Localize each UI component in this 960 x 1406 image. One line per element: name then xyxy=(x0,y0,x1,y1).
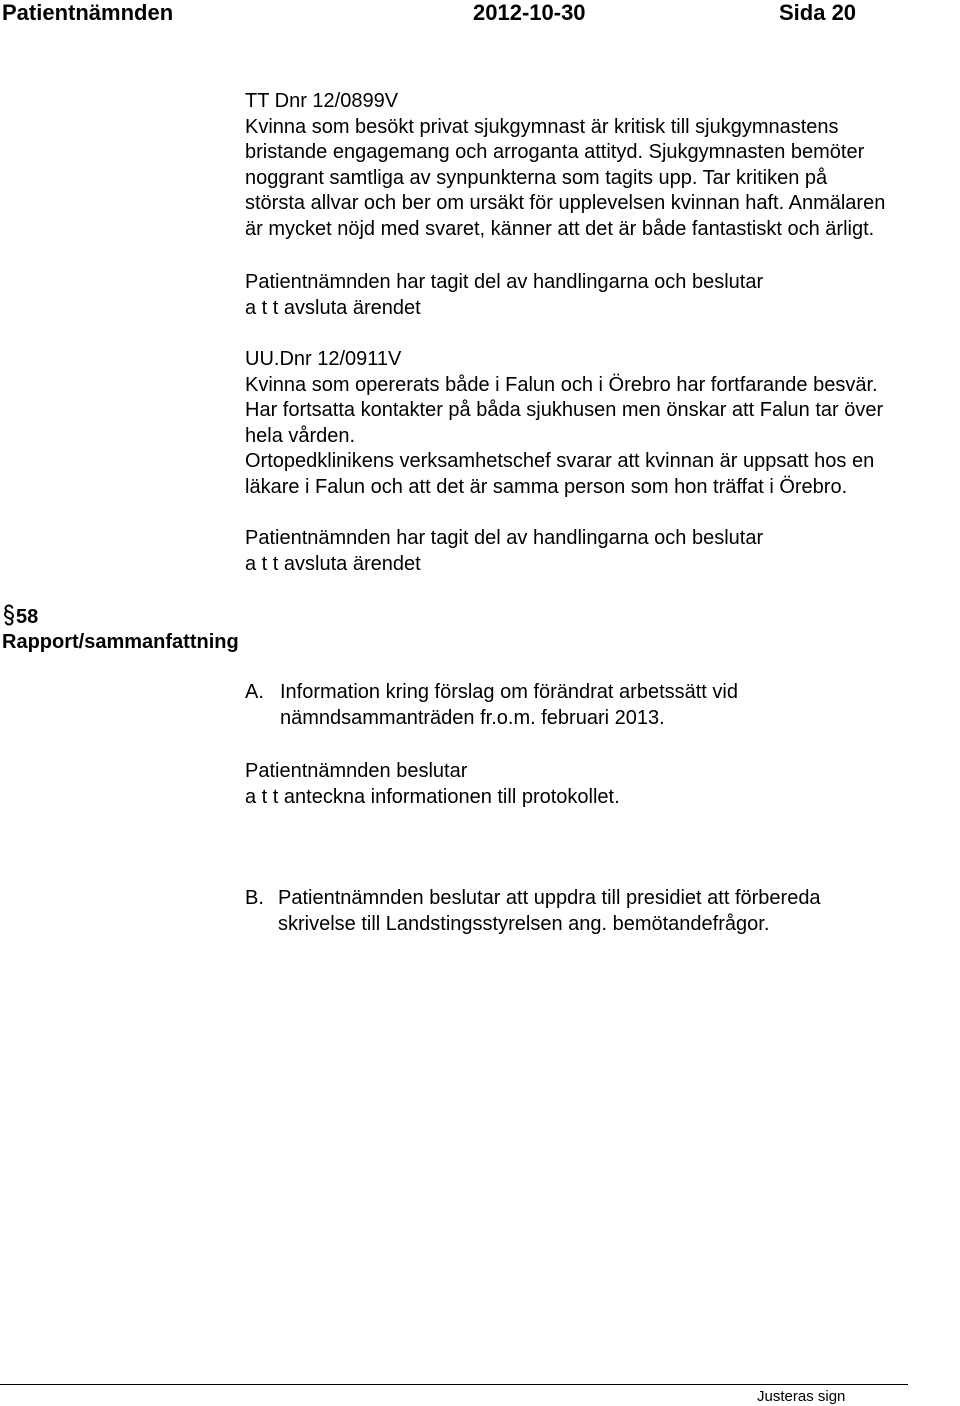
header-org: Patientnämnden xyxy=(2,0,174,25)
case2-line: Kvinna som opererats både i Falun och i Örebro har fortfarande besvär. xyxy=(245,373,878,396)
item-a-marker: A. xyxy=(245,681,264,703)
case2-line: UU.Dnr 12/0911V xyxy=(245,348,402,370)
decision-line: a t t avsluta ärendet xyxy=(245,296,421,319)
decision-line: a t t avsluta ärendet xyxy=(245,552,421,575)
section-title: Rapport/sammanfattning xyxy=(2,631,239,653)
item-b-line: Patientnämnden beslutar att uppdra till presidiet att förbereda xyxy=(278,887,821,909)
case2-line: läkare i Falun och att det är samma person som hon träffat i Örebro. xyxy=(245,475,848,498)
case1-line: bristande engagemang och arroganta attityd. Sjukgymnasten bemöter xyxy=(245,141,865,163)
item-a-line: Information kring förslag om förändrat arbetssätt vid xyxy=(280,681,738,703)
section-sign-icon xyxy=(2,604,16,624)
case2-line: hela vården. xyxy=(245,424,356,447)
case1-line: största allvar och ber om ursäkt för upplevelsen kvinnan haft. Anmälaren xyxy=(245,192,886,214)
item-b-text xyxy=(278,886,821,937)
header-date: 2012-10-30 xyxy=(473,0,586,25)
item-a-line: nämndsammanträden fr.o.m. februari 2013. xyxy=(280,706,665,729)
decision-line: Patientnämnden har tagit del av handlingarna och beslutar xyxy=(245,271,764,293)
header-page: Sida 20 xyxy=(779,0,857,25)
item-a-text xyxy=(280,680,738,731)
item-b-line: skrivelse till Landstingsstyrelsen ang. bemötandefrågor. xyxy=(278,912,770,935)
signature-line xyxy=(0,1384,908,1385)
case2-line: Har fortsatta kontakter på båda sjukhusen men önskar att Falun tar över xyxy=(245,399,884,421)
case2-line: Ortopedklinikens verksamhetschef svarar att kvinnan är uppsatt hos en xyxy=(245,450,875,472)
case2-decision xyxy=(245,526,763,577)
case2-text xyxy=(245,347,883,500)
decision-line: a t t anteckna informationen till protokollet. xyxy=(245,785,620,808)
section-number: 58 xyxy=(16,606,39,628)
case1-line: Kvinna som besökt privat sjukgymnast är kritisk till sjukgymnastens xyxy=(245,115,839,138)
item-b-marker: B. xyxy=(245,887,264,909)
decision-line: Patientnämnden beslutar xyxy=(245,760,468,782)
item-a-decision xyxy=(245,759,620,810)
justeras-sign-label: Justeras sign xyxy=(757,1388,846,1405)
case1-line: är mycket nöjd med svaret, känner att det är både fantastiskt och ärligt. xyxy=(245,217,875,240)
case1-decision xyxy=(245,270,763,321)
case1-line: noggrant samtliga av synpunkterna som tagits upp. Tar kritiken på xyxy=(245,166,828,189)
case1-text xyxy=(245,89,885,242)
decision-line: Patientnämnden har tagit del av handlingarna och beslutar xyxy=(245,527,764,549)
section-heading xyxy=(2,604,239,655)
case1-line: TT Dnr 12/0899V xyxy=(245,90,399,112)
